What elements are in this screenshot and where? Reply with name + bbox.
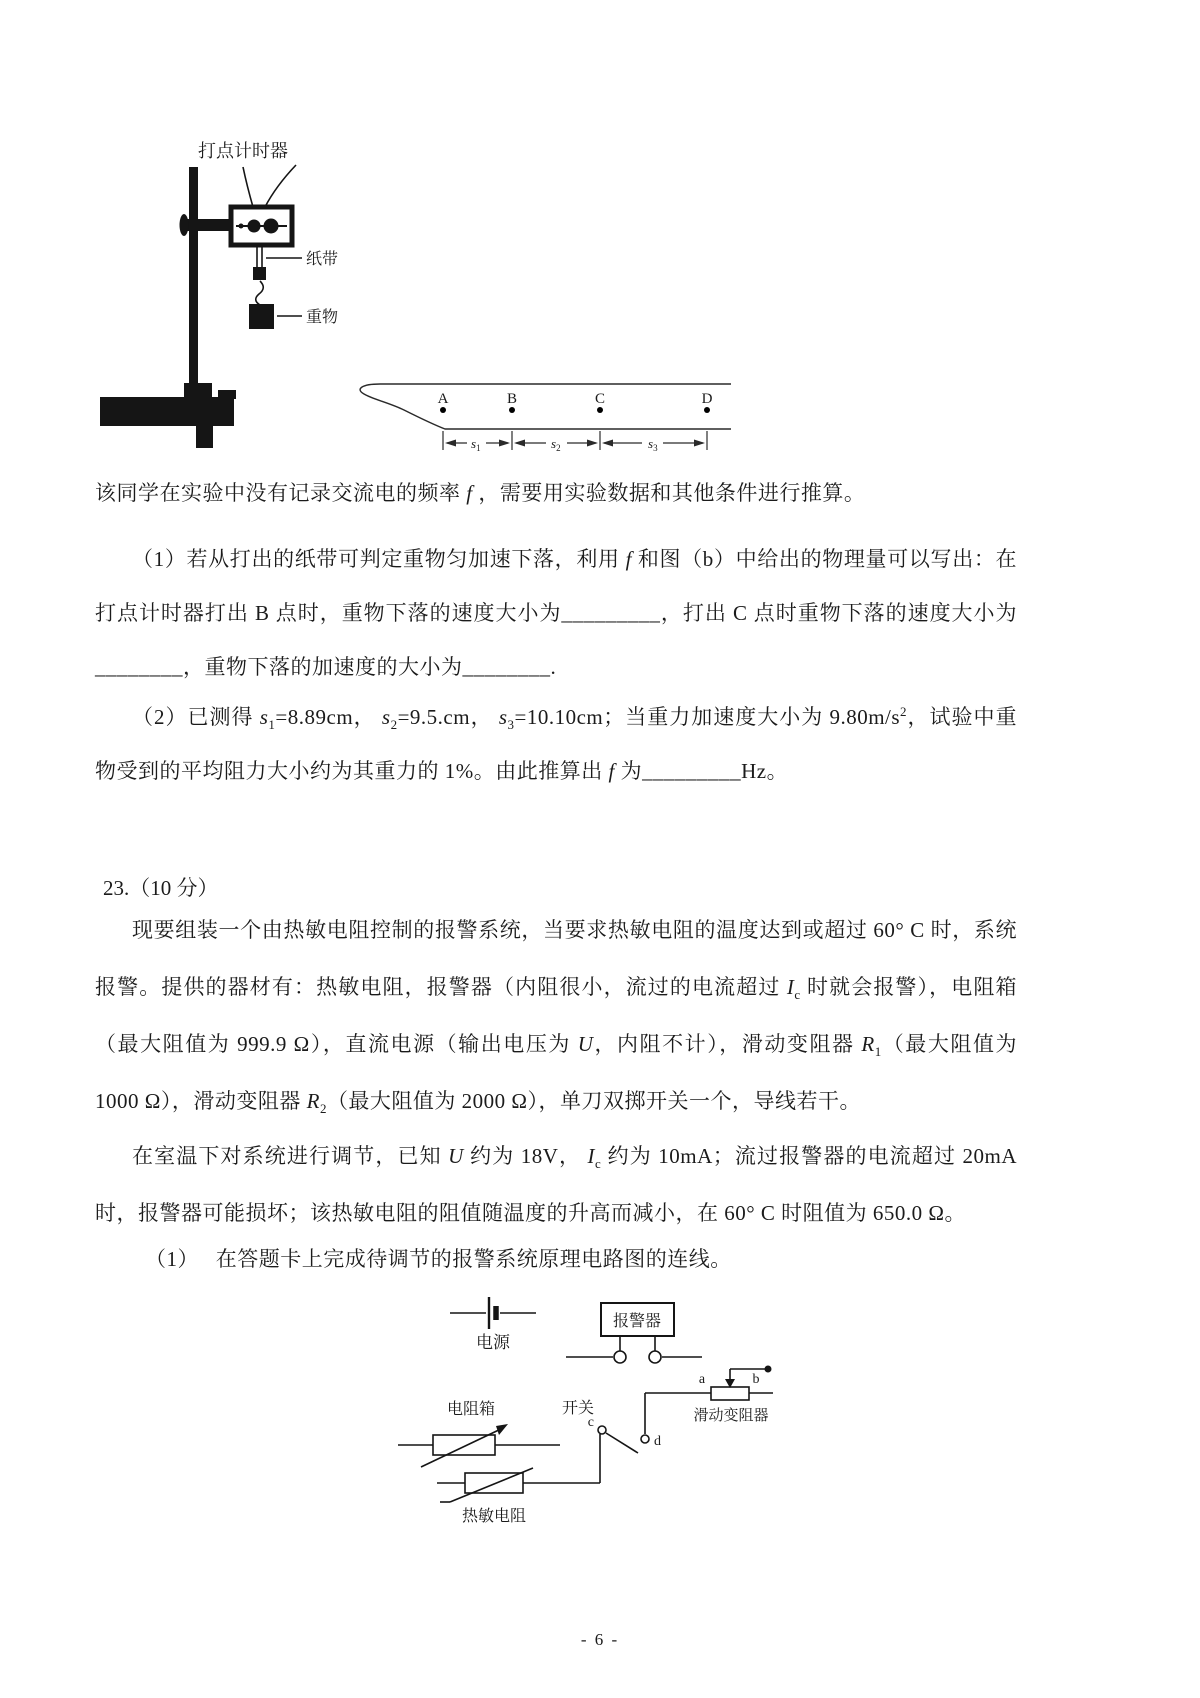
tape-clip (253, 267, 266, 280)
page-number: - 6 - (580, 1630, 620, 1649)
weight-block (249, 304, 274, 329)
paragraph-intro: 该同学在实验中没有记录交流电的频率 f ，需要用实验数据和其他条件进行推算。 (95, 481, 866, 505)
switch-lever (606, 1433, 638, 1453)
paragraph-q23-conditions: 在室温下对系统进行调节，已知 U 约为 18V， $I_c$ 约为 10mA；流过报警器的电流超过 20mA 时，报警器可能损坏；该热敏电阻的阻值随温度的升高而减小，在 60° C 时阻值为 650.0 Ω。 (95, 1144, 1018, 1225)
weight-label: 重物 (306, 309, 339, 326)
point-label-d: D (701, 391, 713, 407)
string-squiggle (256, 281, 264, 305)
resistance-box-symbol (398, 1424, 560, 1467)
clamp-knob (180, 214, 189, 236)
rheostat-label: 滑动变阻器 (693, 1408, 769, 1424)
switch-contact-c (598, 1426, 606, 1434)
timer-dot (239, 224, 244, 229)
stand-pole (189, 167, 198, 399)
rheostat-terminal-a: a (698, 1372, 706, 1387)
dot-d (704, 407, 710, 413)
rheostat-terminal-b: b (752, 1372, 760, 1387)
point-label-b: B (506, 391, 518, 407)
timer-wire-right (265, 165, 296, 207)
circuit-figure (398, 1297, 773, 1525)
tape-label: 纸带 (306, 251, 339, 268)
dot-a (440, 407, 446, 413)
dimension-ticks (443, 431, 707, 450)
paragraph-q22-part1: （1）若从打出的纸带可判定重物匀加速下落，利用 f 和图（b）中给出的物理量可以写出：在打点计时器打出 B 点时，重物下落的速度大小为_________，打出 C 点时重物下落的速度大小为________，重物下落的加速度的大小为________. (95, 547, 1018, 679)
alarm-label: 报警器 (612, 1313, 662, 1330)
alarm-terminals (566, 1336, 702, 1363)
switch-terminal-d: d (654, 1434, 661, 1449)
interval-s2: $s_2$ (551, 436, 561, 453)
table-leg (196, 426, 213, 448)
thermistor-label: 热敏电阻 (461, 1508, 527, 1525)
paragraph-q23-part1: （1） 在答题卡上完成待调节的报警系统原理电路图的连线。 (145, 1247, 732, 1271)
timer-wheel-small (248, 220, 261, 233)
apparatus-figure (100, 141, 338, 448)
dot-c (597, 407, 603, 413)
point-label-c: C (594, 391, 606, 407)
interval-s3: $s_3$ (648, 436, 658, 453)
table-notch (218, 390, 236, 399)
switch-contact-d (641, 1435, 649, 1443)
timer-wire-left (243, 167, 253, 207)
stand-base-block (184, 383, 212, 399)
clamp-arm (186, 219, 232, 231)
question-23-heading: 23.（10 分） (103, 876, 219, 900)
table-top (100, 397, 234, 426)
dot-b (509, 407, 515, 413)
power-label: 电源 (476, 1333, 510, 1352)
timer-label: 打点计时器 (198, 141, 288, 161)
resistance-box-label: 电阻箱 (446, 1401, 496, 1418)
timer-wheel-large (264, 219, 279, 234)
interval-s1: $s_1$ (471, 436, 481, 453)
point-label-a: A (437, 391, 449, 407)
switch-label: 开关 (561, 1400, 595, 1417)
battery-symbol (450, 1297, 536, 1329)
paragraph-q22-part2: （2）已测得 $s_1=8.89cm$， $s_2=9.5.cm$， $s_3=10.10cm$；当重力加速度大小为 $9.80m/s^2$，试验中重物受到的平均阻力大小约为其重力的 1%。由此推算出 f 为_________Hz。 (95, 704, 1018, 783)
paragraph-q23-intro: 现要组装一个由热敏电阻控制的报警系统，当要求热敏电阻的温度达到或超过 60° C 时，系统报警。提供的器材有：热敏电阻，报警器（内阻很小，流过的电流超过 $I_c$ 时就会报警），电阻箱（最大阻值为 999.9 Ω），直流电源（输出电压为 U，内阻不计），滑动变阻器 $R_1$（最大阻值为 1000 Ω），滑动变阻器 $R_2$（最大阻值为 2000 Ω），单刀双掷开关一个，导线若干。 (95, 918, 1018, 1117)
tape-figure (360, 384, 731, 453)
switch-terminal-c: c (587, 1415, 594, 1430)
tape-outline (360, 384, 731, 429)
